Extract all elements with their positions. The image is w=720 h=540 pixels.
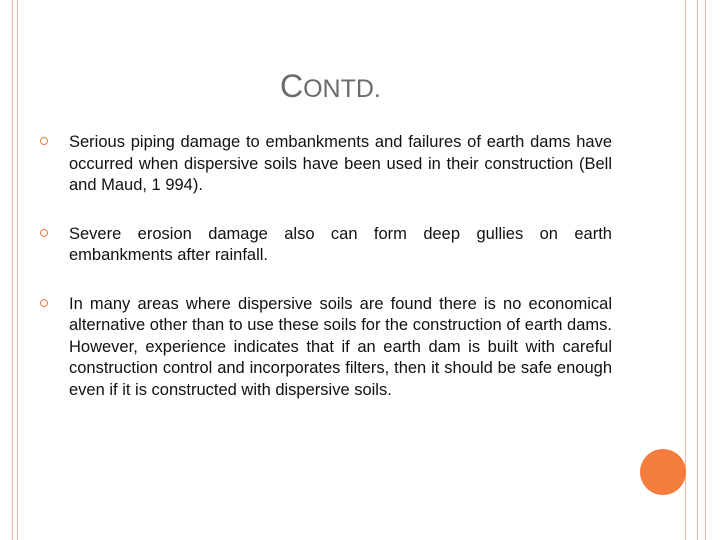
left-frame-line-2 <box>17 0 18 540</box>
bullet-circle-icon <box>40 229 48 237</box>
right-frame-line-3 <box>705 0 706 540</box>
bullet-circle-icon <box>40 137 48 145</box>
bullet-item <box>40 224 612 267</box>
bullet-text: Severe erosion damage also can form deep gullies on earth embankments after rainfall. <box>69 224 612 264</box>
bullet-text: Serious piping damage to embankments and failures of earth dams have occurred when dispersive soils have been used in their construction (Bell and Maud, 1 994). <box>69 133 612 194</box>
bullet-item <box>40 132 612 197</box>
bullet-item <box>40 294 612 402</box>
decorative-orange-circle <box>640 449 686 495</box>
bullet-text: In many areas where dispersive soils are found there is no economical alternative other than to use these soils for the construction of earth dams. However, experience indicates that if an earth dam is built with careful construction control and incorporates filters, then it should be safe enough even if it is constructed with dispersive soils. <box>69 294 612 399</box>
bullet-circle-icon <box>40 299 48 307</box>
right-frame-line-2 <box>697 0 698 540</box>
right-frame-line-1 <box>685 0 686 540</box>
left-frame-line-1 <box>12 0 13 540</box>
bullet-list <box>40 132 612 428</box>
slide-title: CONTD. <box>280 68 381 104</box>
